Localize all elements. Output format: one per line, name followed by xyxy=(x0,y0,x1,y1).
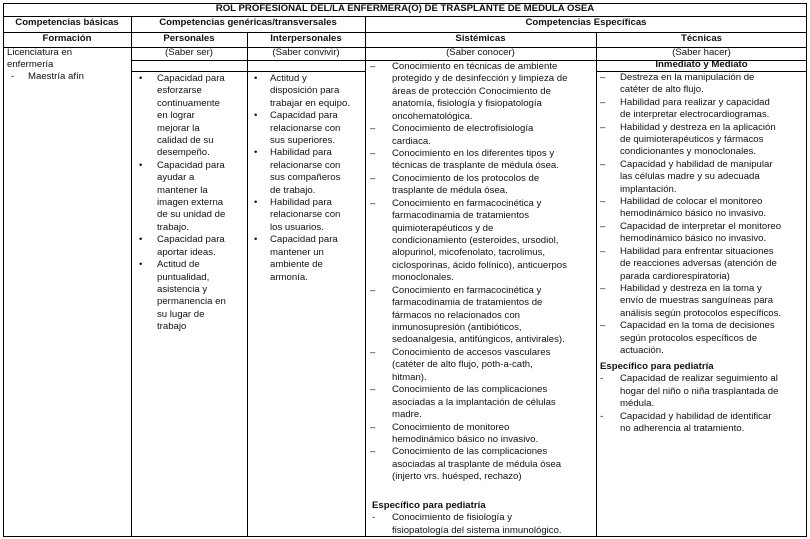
header-tecnicas: Técnicas xyxy=(680,33,723,44)
item-line: fármacos no relacionados con xyxy=(392,309,520,321)
sub-sistemicas: (Saber conocer) xyxy=(446,47,515,58)
item-line: Habilidad de colocar el monitoreo xyxy=(620,196,763,208)
dash-icon: – xyxy=(370,61,376,72)
item-line: trasplante de médula ósea. xyxy=(392,185,508,197)
dash-icon: - xyxy=(600,410,604,422)
dash-icon: – xyxy=(600,282,606,294)
sub-interpersonales: (Saber convivir) xyxy=(272,47,340,58)
header-interpersonales: Interpersonales xyxy=(270,33,342,44)
item-line: Conocimiento de electrofisiología xyxy=(392,123,534,135)
tecnicas-pediatria-item xyxy=(600,411,805,436)
item-line: Conocimiento en farmacocinética y xyxy=(392,197,542,209)
bullet-icon: • xyxy=(254,197,258,209)
formacion-line1: Licenciatura en xyxy=(7,47,73,58)
header-personales: Personales xyxy=(163,33,215,44)
sistemicas-list xyxy=(370,61,594,484)
item-line: fisiopatología del sistema inmunológico. xyxy=(392,524,562,536)
formacion-line3: Maestría afín xyxy=(28,71,84,82)
sistemicas-item xyxy=(370,422,594,447)
item-line: mantener un xyxy=(270,246,324,258)
dash-icon: – xyxy=(370,123,376,135)
item-line: trabajo. xyxy=(157,221,189,233)
interpersonales-list xyxy=(254,73,364,284)
item-line: mantener la xyxy=(157,184,208,196)
item-line: sus superiores. xyxy=(270,135,336,147)
item-line: Capacidad en la toma de decisiones xyxy=(620,320,775,332)
item-line: esforzarse xyxy=(157,85,202,97)
item-line: Capacidad de interpretar el monitoreo xyxy=(620,220,782,232)
item-line: relacionarse con xyxy=(270,122,341,134)
tecnicas-item xyxy=(600,97,805,122)
dash-icon: – xyxy=(600,196,606,208)
item-line: ambiente de xyxy=(270,259,323,271)
dash-icon: – xyxy=(600,320,606,332)
item-line: permanencia en xyxy=(157,296,226,308)
tecnicas-item xyxy=(600,122,805,159)
item-line: armonía. xyxy=(270,271,308,283)
sistemicas-item xyxy=(370,123,594,148)
item-line: puntualidad, xyxy=(157,271,210,283)
item-line: farmacodinamia de tratamientos xyxy=(392,210,530,222)
item-line: condicionamiento (esteroides, ursodiol, xyxy=(392,235,559,247)
sistemicas-item xyxy=(370,446,594,483)
item-line: cardiaca. xyxy=(392,135,431,147)
personales-item xyxy=(139,160,245,234)
interpersonales-item xyxy=(254,73,364,110)
item-line: Destreza en la manipulación de xyxy=(620,72,755,83)
item-line: madre. xyxy=(392,409,422,421)
item-line: de trabajo. xyxy=(270,184,316,196)
dash-icon: – xyxy=(600,158,606,170)
dash-icon: – xyxy=(370,284,376,296)
item-line: asociadas al trasplante de médula ósea xyxy=(392,458,562,470)
item-line: de su unidad de xyxy=(157,209,226,221)
item-line: sus compañeros xyxy=(270,172,341,184)
item-line: de quimioterapéuticos y fármacos xyxy=(620,134,764,146)
item-line: Conocimiento de accesos vasculares xyxy=(392,346,551,358)
item-line: farmacodinamia de tratamientos de xyxy=(392,297,543,309)
dash-icon: - xyxy=(372,512,376,524)
item-line: inmunosupresión (antibióticos, xyxy=(392,322,522,333)
header-genericas: Competencias genéricas/transversales xyxy=(159,17,337,28)
item-line: Actitud y xyxy=(270,73,307,84)
item-line: hitman). xyxy=(392,371,427,383)
item-line: de reacciones adversas (atención de xyxy=(620,258,777,270)
bullet-icon: • xyxy=(139,234,143,246)
item-line: no adherencia al tratamiento. xyxy=(620,423,745,435)
item-line: trabajo xyxy=(157,321,187,333)
item-line: quimioterapéuticos y de xyxy=(392,222,494,234)
bullet-icon: • xyxy=(139,259,143,271)
tecnicas-item xyxy=(600,221,805,246)
item-line: Actitud de xyxy=(157,259,200,271)
vline-1 xyxy=(131,17,132,537)
bullet-icon: • xyxy=(254,234,258,246)
item-line: hemodinámico básico no invasivo. xyxy=(620,233,767,245)
item-line: hemodinámico básico no invasivo. xyxy=(620,208,767,220)
item-line: monoclonales. xyxy=(392,272,454,284)
item-line: Habilidad para xyxy=(270,197,332,209)
dash-icon: – xyxy=(370,421,376,433)
item-line: envío de muestras sanguíneas para xyxy=(620,295,774,307)
table-title: ROL PROFESIONAL DEL/LA ENFERMERA(O) DE TRASPLANTE DE MEDULA OSEA xyxy=(215,3,595,14)
header-especificas: Competencias Específicas xyxy=(525,17,647,28)
item-line: Capacidad de realizar seguimiento al xyxy=(620,373,778,385)
item-line: Capacidad para xyxy=(157,73,225,84)
dash-icon: – xyxy=(600,72,606,83)
tecnicas-item xyxy=(600,159,805,196)
vline-4 xyxy=(596,32,597,537)
dash-icon: – xyxy=(370,384,376,396)
tecnicas-subtitle: Inmediato y Mediato xyxy=(655,59,748,70)
item-line: Conocimiento de los protocolos de xyxy=(392,172,540,184)
item-line: actuación. xyxy=(620,344,664,356)
item-line: según protocolos específicos de xyxy=(620,332,758,344)
tecnicas-pediatria xyxy=(600,361,805,435)
item-line: asistencia y xyxy=(157,283,208,295)
dash-icon: – xyxy=(370,172,376,184)
item-line: Capacidad para xyxy=(157,234,225,246)
item-line: ayudar a xyxy=(157,172,195,184)
dash-icon: – xyxy=(600,96,606,108)
item-line: de interpretar electrocardiogramas. xyxy=(620,109,770,121)
item-line: Conocimiento en farmacocinética y xyxy=(392,284,542,296)
sub-tecnicas: (Saber hacer) xyxy=(672,47,731,58)
item-line: anatomía, fisiología y fisiopatología xyxy=(392,98,542,110)
header-sistemicas: Sistémicas xyxy=(455,33,506,44)
item-line: médula. xyxy=(620,398,655,410)
sistemicas-item xyxy=(370,384,594,421)
item-line: Conocimiento de monitoreo xyxy=(392,421,510,433)
sistemicas-item xyxy=(370,148,594,173)
tecnicas-item xyxy=(600,72,805,97)
item-line: mejorar la xyxy=(157,122,200,134)
dash-icon: – xyxy=(370,197,376,209)
item-line: áreas de protección Conocimiento de xyxy=(392,85,551,97)
item-line: Conocimiento de las complicaciones xyxy=(392,384,548,396)
item-line: Capacidad para xyxy=(157,159,225,171)
item-line: Conocimiento de fisiología y xyxy=(392,512,512,524)
item-line: Habilidad para realizar y capacidad xyxy=(620,96,770,108)
tecnicas-item xyxy=(600,320,805,357)
dash-icon: – xyxy=(600,220,606,232)
sistemicas-item xyxy=(370,61,594,123)
item-line: desempeño. xyxy=(157,147,210,159)
item-line: (catéter de alto flujo, poth-a-cath, xyxy=(392,359,533,371)
border-right xyxy=(806,3,807,537)
vline-3 xyxy=(365,17,366,537)
item-line: Capacidad para xyxy=(270,110,338,122)
item-line: implantación. xyxy=(620,183,677,195)
dash-icon: – xyxy=(370,148,376,160)
pediatria-heading: Específico para pediatría xyxy=(600,361,714,372)
item-line: disposición para xyxy=(270,85,340,97)
formacion-line2: enfermería xyxy=(7,59,54,70)
bullet-icon: • xyxy=(254,73,258,84)
dash-icon: – xyxy=(370,446,376,458)
item-line: en lograr xyxy=(157,110,195,122)
tecnicas-item xyxy=(600,283,805,320)
dash-icon: - xyxy=(600,373,604,385)
item-line: oncohematológica. xyxy=(392,110,473,122)
item-line: calidad de su xyxy=(157,135,214,147)
item-line: condicionantes y monoclonales. xyxy=(620,146,756,158)
item-line: hogar del niño o niña trasplantada de xyxy=(620,385,779,397)
sistemicas-item xyxy=(370,173,594,198)
sistemicas-item xyxy=(370,285,594,347)
item-line: hemodinámico básico no invasivo. xyxy=(392,433,539,445)
item-line: los usuarios. xyxy=(270,221,324,233)
item-line: Habilidad y destreza en la aplicación xyxy=(620,121,776,133)
personales-list xyxy=(139,73,245,334)
tecnicas-list xyxy=(600,72,805,357)
item-line: sedoanalgesia, antifúngicos, antivirales). xyxy=(392,334,565,346)
item-line: Capacidad y habilidad de identificar xyxy=(620,410,772,422)
item-line: Capacidad para xyxy=(270,234,338,246)
item-line: alopurinol, micofenolato, tacrolimus, xyxy=(392,247,546,259)
item-line: continuamente xyxy=(157,97,220,109)
border-left xyxy=(3,3,4,537)
bullet-icon: • xyxy=(139,159,143,171)
dash-icon: – xyxy=(600,121,606,133)
dash-icon: – xyxy=(370,346,376,358)
rule-row5 xyxy=(131,71,365,72)
item-line: trabajar en equipo. xyxy=(270,97,351,109)
item-line: Conocimiento de las complicaciones xyxy=(392,446,548,458)
dash-icon: – xyxy=(600,245,606,257)
item-line: Conocimiento en técnicas de ambiente xyxy=(392,61,558,72)
sistemicas-pediatria xyxy=(372,500,596,537)
vline-2 xyxy=(247,32,248,537)
item-line: relacionarse con xyxy=(270,159,341,171)
header-formacion: Formación xyxy=(42,33,92,44)
item-line: parada cardiorespiratoria) xyxy=(620,270,730,282)
personales-item xyxy=(139,259,245,333)
tecnicas-pediatria-item xyxy=(600,373,805,410)
sistemicas-item xyxy=(370,347,594,384)
item-line: asociadas a la implantación de células xyxy=(392,396,556,408)
item-line: análisis según protocolos específicos. xyxy=(620,307,782,319)
personales-item xyxy=(139,234,245,259)
item-line: Conocimiento en los diferentes tipos y xyxy=(392,148,555,160)
item-line: las células madre y su adecuada xyxy=(620,171,760,183)
item-line: Habilidad para enfrentar situaciones xyxy=(620,245,774,257)
item-line: catéter de alto flujo. xyxy=(620,84,704,96)
bullet-icon: • xyxy=(254,110,258,122)
item-line: Capacidad y habilidad de manipular xyxy=(620,158,773,170)
sistemicas-item xyxy=(370,198,594,285)
interpersonales-item xyxy=(254,197,364,234)
item-line: Habilidad para xyxy=(270,147,332,159)
item-line: (injerto vrs. huésped, rechazo) xyxy=(392,471,522,483)
personales-item xyxy=(139,73,245,160)
item-line: Habilidad y destreza en la toma y xyxy=(620,282,762,294)
sub-personales: (Saber ser) xyxy=(165,47,213,58)
tecnicas-item xyxy=(600,246,805,283)
item-line: su lugar de xyxy=(157,308,205,320)
header-basicas: Competencias básicas xyxy=(15,17,119,28)
interpersonales-item xyxy=(254,147,364,197)
item-line: aportar ideas. xyxy=(157,246,216,258)
item-line: imagen externa xyxy=(157,197,224,209)
pediatria-heading: Específico para pediatría xyxy=(372,500,486,511)
item-line: relacionarse con xyxy=(270,209,341,221)
bullet-icon: • xyxy=(254,147,258,159)
bullet-icon: • xyxy=(139,73,143,84)
item-line: protegido y de desinfección y limpieza de xyxy=(392,73,568,85)
interpersonales-item xyxy=(254,110,364,147)
interpersonales-item xyxy=(254,234,364,284)
formacion-dash: - xyxy=(11,71,15,82)
tecnicas-item xyxy=(600,196,805,221)
item-line: técnicas de trasplante de médula ósea. xyxy=(392,160,559,172)
sistemicas-pediatria-item xyxy=(372,512,596,537)
item-line: ciclosporinas, ácido folínico), anticuerpos xyxy=(392,259,567,271)
